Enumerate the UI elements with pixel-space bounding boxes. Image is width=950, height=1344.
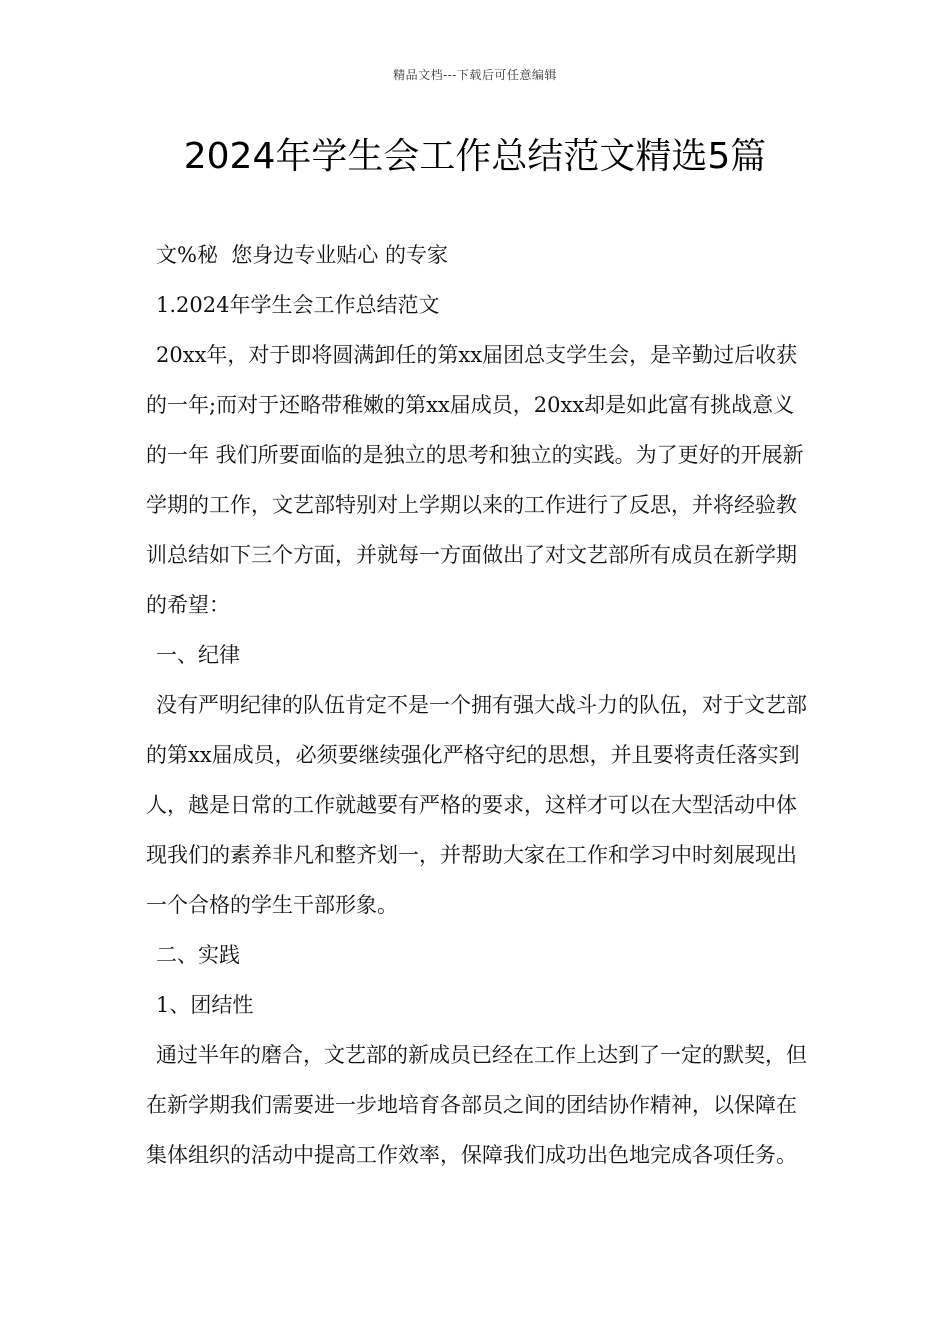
- header-note: 精品文档---下载后可任意编辑: [393, 68, 557, 82]
- paragraph-discipline: 没有严明纪律的队伍肯定不是一个拥有强大战斗力的队伍，对于文艺部的第xx届成员，必须要继续强化严格守纪的思想，并且要将责任落实到人，越是日常的工作就越要有严格的要求，这样才可以在大型活动中体现我们的素养非凡和整齐划一，并帮助大家在工作和学习中时刻展现出一个合格的学生干部形象。: [146, 693, 807, 917]
- section-heading-discipline: 一、纪律: [156, 643, 240, 667]
- section-heading-1: 1.2024年学生会工作总结范文: [156, 293, 440, 317]
- document-body: [146, 230, 811, 1180]
- paragraph-intro: 20xx年，对于即将圆满卸任的第xx届团总支学生会，是辛勤过后收获的一年;而对于还略带稚嫩的第xx届成员，20xx却是如此富有挑战意义的一年 我们所要面临的是独立的思考和独立的实践。为了更好的开展新学期的工作，文艺部特别对上学期以来的工作进行了反思，并将经验教训总结如下三个方面，并就每一方面做出了对文艺部所有成员在新学期的希望：: [146, 343, 804, 617]
- subheading-unity: 1、团结性: [156, 993, 254, 1017]
- source-line: 文%秘 您身边专业贴心 的专家: [156, 243, 448, 267]
- page-title: 2024年学生会工作总结范文精选5篇: [183, 136, 767, 177]
- paragraph-unity: 通过半年的磨合，文艺部的新成员已经在工作上达到了一定的默契，但在新学期我们需要进一步地培育各部员之间的团结协作精神，以保障在集体组织的活动中提高工作效率，保障我们成功出色地完成各项任务。: [146, 1043, 807, 1167]
- section-heading-practice: 二、实践: [156, 943, 240, 967]
